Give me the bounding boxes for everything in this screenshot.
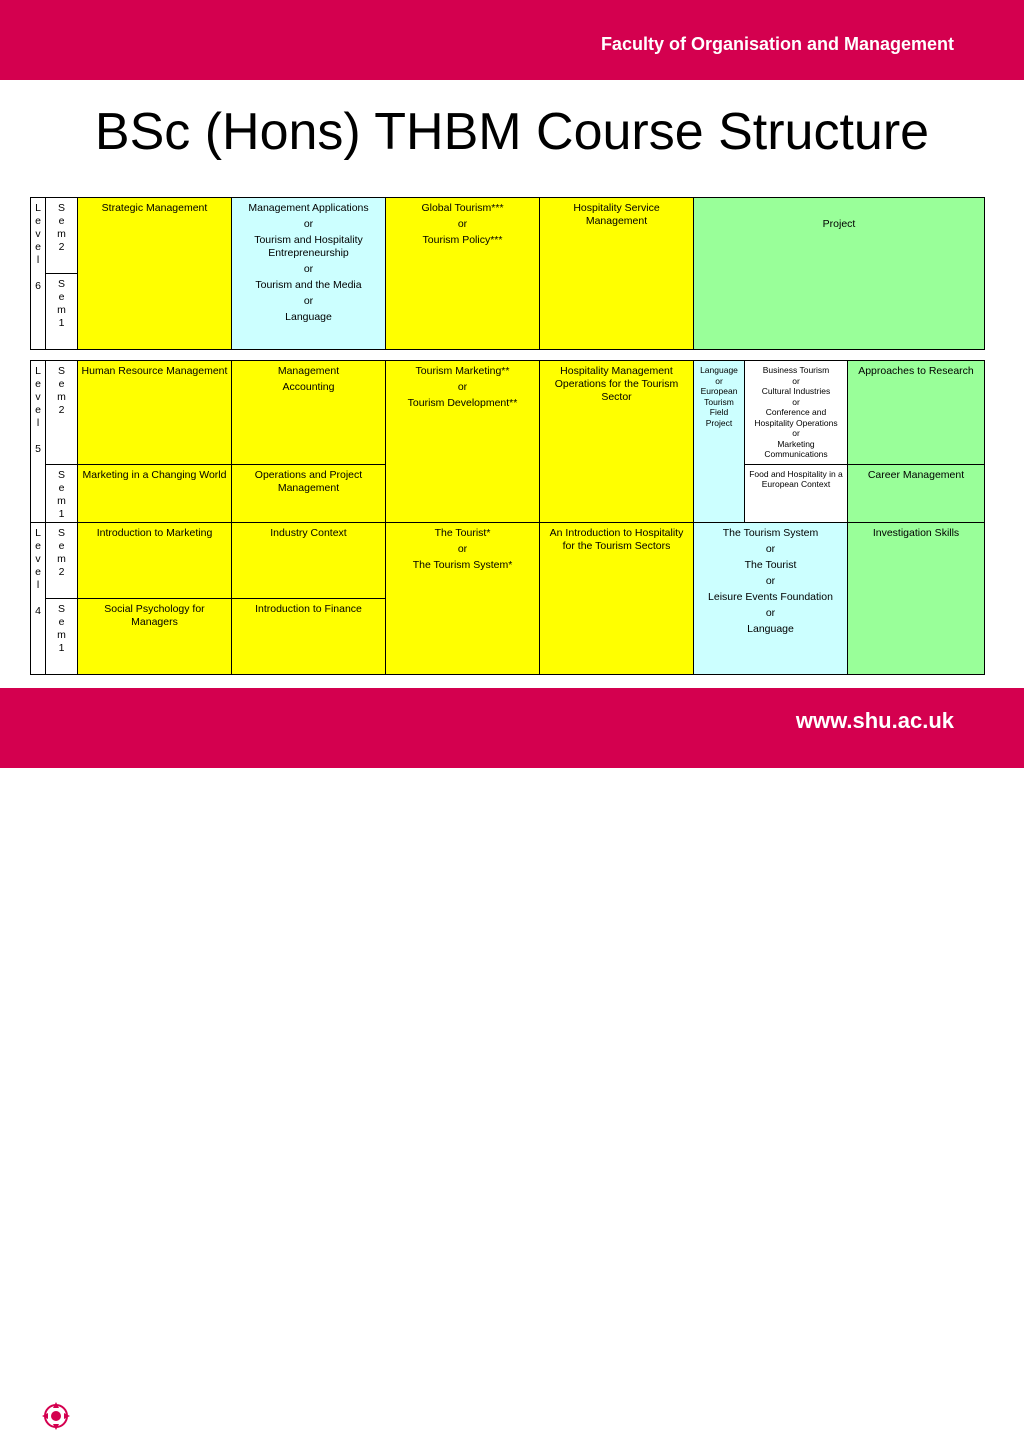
text-line: or [792, 396, 800, 407]
text-line: e [35, 378, 41, 390]
module-cell: Industry Context [232, 523, 386, 599]
text-line: Language [700, 365, 738, 375]
text-line: The Tourism System [722, 527, 819, 539]
university-logo [38, 1394, 248, 1440]
text-line: m [57, 553, 66, 565]
text-line: S [57, 468, 65, 481]
text-line: 2 [58, 241, 65, 253]
text-line: e [58, 215, 65, 227]
module-cell: Approaches to Research [848, 361, 985, 465]
module-cell: Career Management [848, 464, 985, 540]
text-line: Management [277, 365, 340, 377]
module-cell: Marketing in a Changing World [78, 464, 232, 540]
module-cell: Human Resource Management [78, 361, 232, 465]
module-cell: Hospitality Management Operations for the Tourism Sector [540, 361, 694, 541]
top-banner [0, 0, 1024, 80]
university-name [82, 1394, 208, 1436]
text-line: e [35, 540, 41, 552]
text-line: or [792, 428, 800, 438]
text-line: m [57, 304, 66, 316]
text-line: e [35, 215, 41, 227]
module-cell [232, 361, 386, 465]
module-cell: Operations and Project Management [232, 464, 386, 540]
level-label [31, 198, 46, 350]
module-cell: Food and Hospitality in a European Context [745, 464, 848, 540]
text-line: L [35, 202, 41, 214]
semester-label [46, 274, 78, 350]
text-line: v [35, 553, 41, 565]
faculty-name: Faculty of Organisation and Management [600, 34, 954, 54]
text-line: m [57, 629, 66, 641]
module-cell [694, 523, 848, 675]
text-line: e [35, 566, 41, 578]
level-label [31, 523, 46, 675]
text-line: The Tourist* [434, 527, 491, 539]
text-line: e [58, 378, 65, 390]
text-line: e [58, 481, 65, 494]
semester-label [46, 361, 78, 465]
semester-label [46, 198, 78, 274]
text-line: or [303, 263, 314, 275]
text-line: S [57, 278, 65, 290]
text-line: European Tourism Field Project [700, 386, 738, 428]
module-cell: Introduction to Marketing [78, 523, 232, 599]
module-cell: Strategic Management [78, 198, 232, 350]
text-line [34, 430, 42, 443]
text-line: or [303, 295, 314, 307]
level-4-table [30, 522, 985, 675]
text-line: or [457, 381, 468, 393]
text-line: e [35, 241, 41, 253]
text-line: Conference and Hospitality Operations [754, 407, 838, 428]
text-line: l [36, 579, 40, 591]
text-line: or [765, 575, 776, 587]
text-line: Accounting [282, 381, 335, 393]
slide-title: BSc (Hons) THBM Course Structure [94, 103, 930, 161]
logo-line-2: Hallam University [82, 1416, 209, 1435]
text-line: Leisure Events Foundation [708, 591, 833, 603]
text-line: Cultural Industries [761, 386, 831, 396]
text-line: l [36, 254, 40, 266]
text-line: Global Tourism*** [421, 202, 504, 214]
module-cell: Hospitality Service Management [540, 198, 694, 350]
text-line: L [35, 527, 41, 539]
module-cell [386, 198, 540, 350]
website-url: www.shu.ac.uk [795, 708, 954, 733]
text-line: The Tourism System* [412, 559, 513, 571]
text-line: 5 [35, 443, 41, 455]
text-line: S [57, 202, 65, 214]
module-cell [232, 198, 386, 350]
text-line: m [57, 391, 66, 403]
text-line: S [57, 365, 65, 377]
text-line: m [57, 494, 66, 507]
text-line: S [57, 603, 65, 615]
text-line: m [57, 228, 66, 240]
text-line: 4 [35, 605, 41, 617]
text-line: e [35, 404, 41, 416]
text-line: 2 [58, 566, 65, 578]
text-line: 1 [58, 507, 65, 520]
rose-emblem-icon [38, 1398, 74, 1434]
text-line: 6 [35, 280, 41, 292]
text-line: or [765, 543, 776, 555]
text-line: The Tourist [744, 559, 797, 571]
text-line: Management Applications [248, 202, 369, 214]
module-cell: Social Psychology for Managers [78, 599, 232, 675]
text-line [34, 592, 42, 605]
text-line: L [35, 365, 41, 377]
text-line: l [36, 417, 40, 429]
text-line: Tourism Marketing** [415, 365, 510, 377]
module-cell: Project [694, 198, 985, 350]
bottom-banner [0, 688, 1024, 1435]
text-line: e [58, 616, 65, 628]
text-line: e [58, 291, 65, 303]
text-line: v [35, 228, 41, 240]
text-line: or [303, 218, 314, 230]
text-line: Language [747, 623, 794, 635]
module-cell [745, 361, 848, 465]
text-line: or [457, 218, 468, 230]
text-line [34, 267, 42, 280]
module-cell [386, 361, 540, 541]
semester-label [46, 523, 78, 599]
text-line: Tourism Development** [407, 397, 518, 409]
level-6-table [30, 197, 985, 350]
text-line: 1 [58, 642, 65, 654]
text-line: Business Tourism [762, 365, 830, 375]
text-line: or [457, 543, 468, 555]
text-line: Tourism and Hospitality Entrepreneurship [254, 234, 363, 259]
text-line: 2 [58, 404, 65, 416]
module-cell: An Introduction to Hospitality for the Tourism Sectors [540, 523, 694, 675]
text-line: S [57, 527, 65, 539]
text-line: e [58, 540, 65, 552]
text-line: 1 [58, 317, 65, 329]
text-line: or [792, 375, 800, 386]
level-label [31, 361, 46, 541]
text-line: or [715, 375, 723, 386]
text-line: Tourism and the Media [255, 279, 362, 291]
text-line: Language [285, 311, 332, 323]
logo-line-1: Sheffield [82, 1395, 142, 1414]
text-line: Tourism Policy*** [422, 234, 503, 246]
module-cell: Introduction to Finance [232, 599, 386, 675]
module-cell [694, 361, 745, 541]
module-cell: Investigation Skills [848, 523, 985, 675]
text-line: v [35, 391, 41, 403]
semester-label [46, 599, 78, 675]
level-5-table [30, 360, 985, 541]
text-line: or [765, 607, 776, 619]
module-cell [386, 523, 540, 675]
text-line: Marketing Communications [764, 438, 828, 459]
